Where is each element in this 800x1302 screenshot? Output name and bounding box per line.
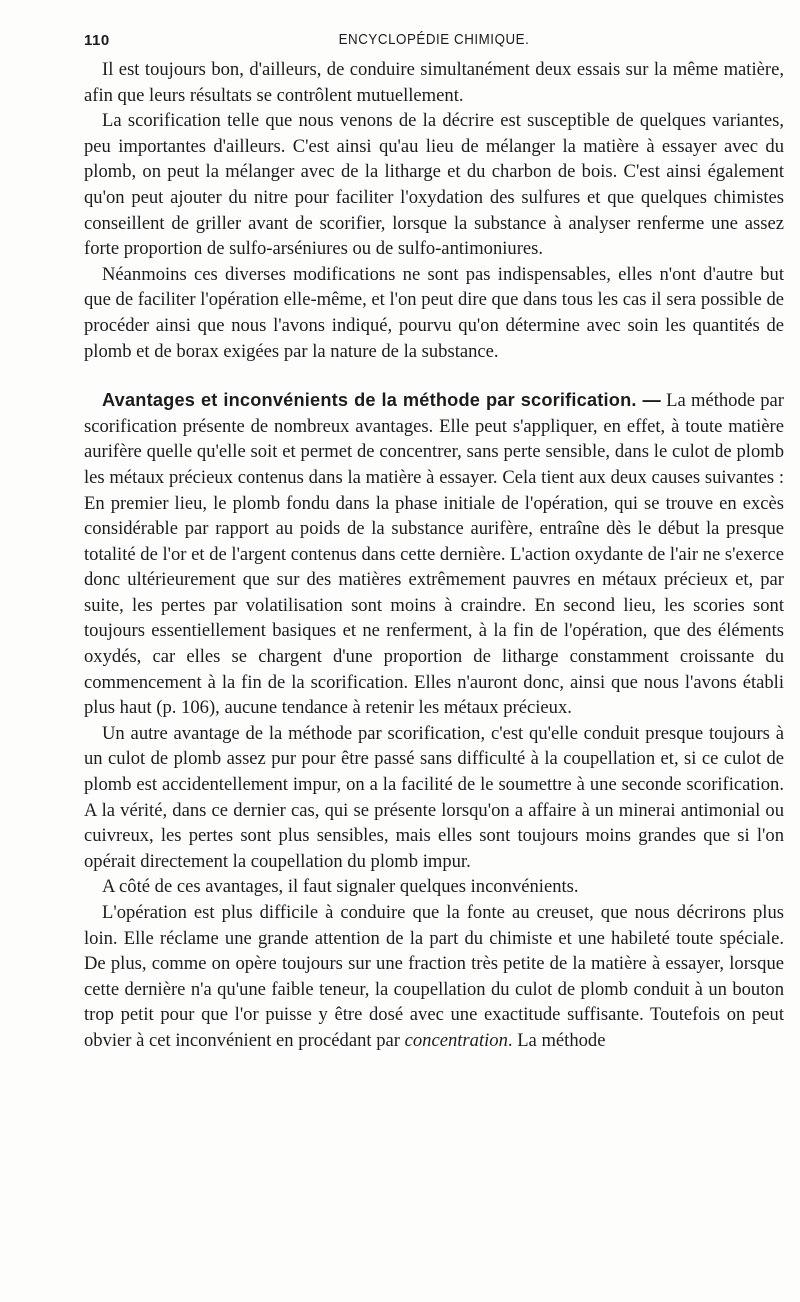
running-title: ENCYCLOPÉDIE CHIMIQUE. (338, 32, 530, 48)
paragraph: Il est toujours bon, d'ailleurs, de conduire simultanément deux essais sur la même matière, afin que leurs résultats se contrôlent mutuellement. (84, 59, 784, 106)
paragraph: Néanmoins ces diverses modifications ne sont pas indispensables, elles n'ont d'autre but que de faciliter l'opération elle-même, et l'on peut dire que dans tous les cas il sera possible de procéder ainsi que nous l'avons indiqué, pourvu qu'on détermine avec soin les quantités de plomb et de borax exigées par la nature de la substance. (84, 263, 784, 362)
page-number: 110 (84, 32, 110, 49)
section-heading: Avantages et inconvénients de la méthode par scorification. — (102, 390, 661, 411)
italic-term: concentration (404, 1029, 508, 1051)
paragraph-text: L'opération est plus difficile à conduire que la fonte au creuset, que nous décrirons plus loin. Elle réclame une grande attention de la part du chimiste et une habileté toute spéciale. De plus, comme on opère toujours sur une fraction très petite de la matière à essayer, lorsque cette dernière n'a qu'une faible teneur, la coupellation du culot de plomb conduit à un bouton trop petit pour que l'or puisse y être dosé avec une exactitude suffisante. Toutefois on peut obvier à cet inconvénient en procédant par (84, 902, 784, 1051)
section-first-paragraph-text: La méthode par scorification présente de nombreux avantages. Elle peut s'appliquer, en effet, à toute matière aurifère quelle qu'elle soit et permet de concentrer, sans perte sensible, dans le culot de plomb les métaux précieux contenus dans la matière à essayer. Cela tient aux deux causes suivantes : En premier lieu, le plomb fondu dans la phase initiale de l'opération, qui se trouve en excès considérable par rapport au poids de la substance aurifère, entraîne dès le début la presque totalité de l'or et de l'argent contenus dans cette dernière. L'action oxydante de l'air ne s'exerce donc ultérieurement que sur des matières extrêmement pauvres en métaux précieux et, par suite, les pertes par volatilisation sont moins à craindre. En second lieu, les scories sont toujours essentiellement basiques et ne renferment, à la fin de l'opération, que des éléments oxydés, car elles se chargent d'une proportion de litharge constamment croissante du commencement à la fin de la scorification. Elles n'auront donc, ainsi que nous l'avons établi plus haut (p. 106), aucune tendance à retenir les métaux précieux. (84, 390, 784, 719)
paragraph: Un autre avantage de la méthode par scorification, c'est qu'elle conduit presque toujours à un culot de plomb assez pur pour être passé sans difficulté à la coupellation et, si ce culot de plomb est accidentellement impur, on a la facilité de le soumettre à une seconde scorification. A la vérité, dans ce dernier cas, qui se présente lorsqu'on a affaire à un minerai antimonial ou cuivreux, les pertes sont plus sensibles, mais elles sont toujours moins grandes que si l'on opérait directement la coupellation du plomb impur. (84, 722, 784, 872)
paragraph: A côté de ces avantages, il faut signaler quelques inconvénients. (102, 876, 579, 898)
paragraph (84, 900, 784, 1054)
page-header (84, 32, 784, 54)
paragraph-text: . La méthode (507, 1029, 606, 1051)
section-paragraph (84, 388, 784, 721)
paragraph: La scorification telle que nous venons de la décrire est susceptible de quelques variantes, peu importantes d'ailleurs. C'est ainsi qu'au lieu de mélanger la matière à essayer avec du plomb, on peut la mélanger avec de la litharge et du charbon de bois. C'est ainsi également qu'on peut ajouter du nitre pour faciliter l'oxydation des sulfures et que quelques chimistes conseillent de griller avant de scorifier, lorsque la substance à analyser renferme une assez forte proportion de sulfo-arséniures ou de sulfo-antimoniures. (84, 110, 784, 260)
body-text (84, 57, 784, 1054)
